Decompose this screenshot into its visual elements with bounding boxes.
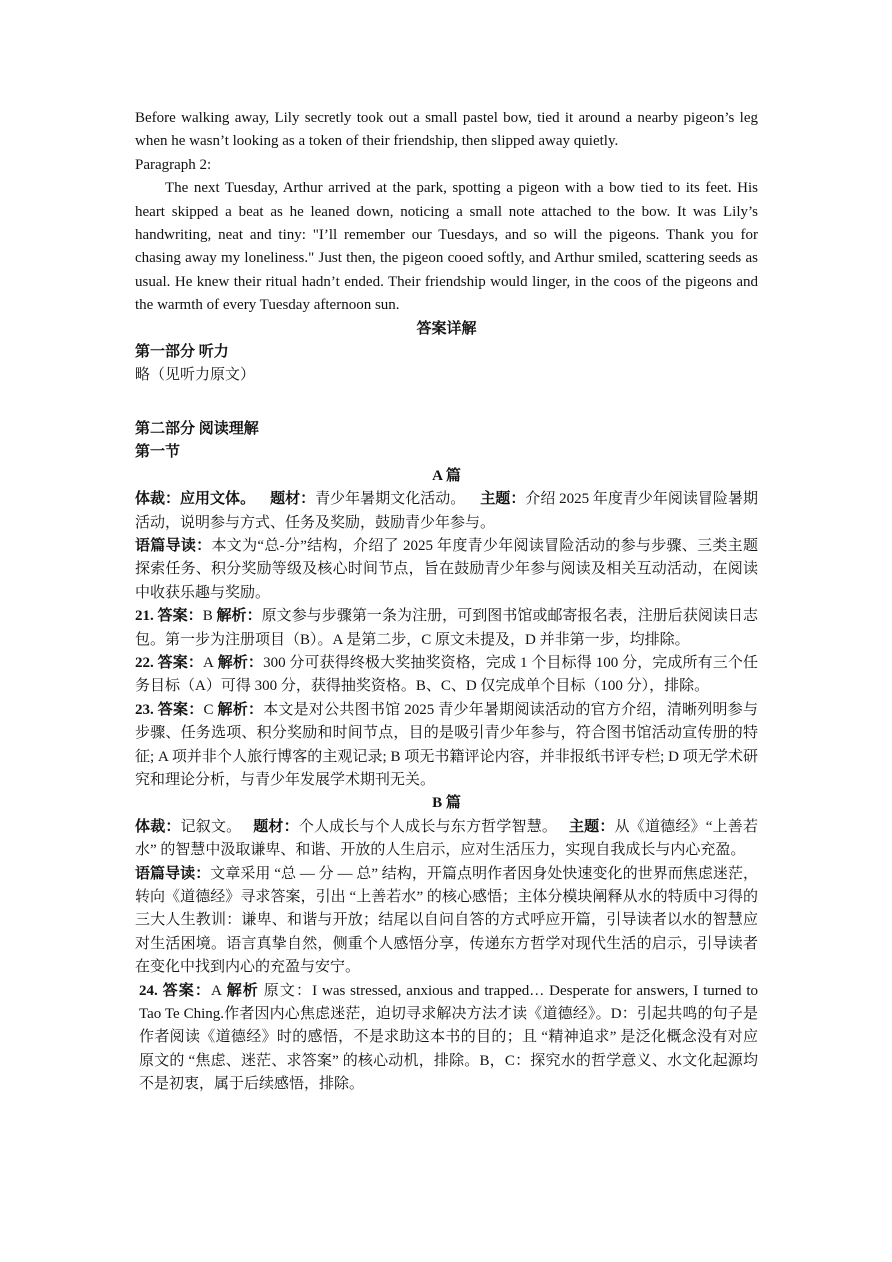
answer-value: B: [202, 608, 213, 625]
theme-label: 主题：: [480, 491, 526, 508]
analysis-text: 本文是对公共图书馆 2025 青少年暑期阅读活动的官方介绍，清晰列明参与步骤、任务选项、积分奖励和时间节点，目的是吸引青少年参与，符合图书馆活动宣传册的特征; A 项并非个人旅行博客的主观记录; B 项无书籍评论内容，并非报纸书评专栏; D 项无学术研究和理论分析，与青少年发展学术期刊无关。: [135, 701, 759, 788]
genre-value: 记叙文。: [180, 818, 242, 835]
passage-b-title: B 篇: [432, 795, 461, 812]
analysis-label: 解析: [226, 982, 259, 999]
passage-b-guide: [135, 863, 758, 980]
analysis-text: 原文：I was stressed, anxious and trapped… Desperate for answers, I turned to Tao Te Ching.作者因内心焦虑迷茫，迫切寻求解决方法才读《道德经》。D：引起共鸣的句子是作者阅读《道德经》时的感悟，不是求助这本书的目的；且 “精神追求” 是泛化概念没有对应原文的 “焦虑、迷茫、求答案” 的核心动机，排除。B，C：探究水的哲学意义、水文化起源均不是初衷，属于后续感悟，排除。: [139, 982, 758, 1093]
theme-value: 介绍 2025 年度青少年阅读冒险暑期活动，说明参与方式、任务及奖励，鼓励青少年参与。: [135, 491, 758, 531]
section1-heading: 第一节: [135, 444, 181, 461]
topic-value: 个人成长与个人成长与东方哲学智慧。: [298, 818, 558, 835]
passage-b-meta: [135, 816, 758, 863]
analysis-text: 原文参与步骤第一条为注册，可到图书馆或邮寄报名表，注册后获阅读日志包。第一步为注册项目（B）。A 是第二步，C 原文未提及，D 并非第一步，均排除。: [135, 608, 758, 648]
answers-title: 答案详解: [416, 320, 477, 337]
topic-label: 题材：: [270, 491, 316, 508]
question-number: 23.: [135, 701, 154, 718]
part1-note: 略（见听力原文）: [135, 367, 256, 384]
question-number: 24.: [139, 982, 158, 999]
story-paragraph-1-tail: Before walking away, Lily secretly took out a small pastel bow, tied it around a nearby pigeon’s leg when he wasn’t looking as a token of their friendship, then slipped away quietly.: [135, 110, 758, 150]
genre-label: 体裁：: [135, 818, 181, 835]
answer-label: 答案：: [157, 654, 203, 671]
document-page: [135, 107, 758, 1097]
answer-value: A: [202, 654, 214, 671]
analysis-label: 解析：: [217, 701, 264, 718]
guide-text: 本文为“总-分”结构，介绍了 2025 年度青少年阅读冒险活动的参与步骤、三类主题探索任务、积分奖励等级及核心时间节点，旨在鼓励青少年参与阅读及相关互动活动，在阅读中收获乐趣与奖励。: [135, 537, 758, 601]
question-number: 22.: [135, 654, 154, 671]
guide-label: 语篇导读：: [135, 865, 211, 882]
part2-heading: 第二部分 阅读理解: [135, 420, 259, 437]
theme-label: 主题：: [568, 818, 615, 835]
theme-value: 从《道德经》“上善若水” 的智慧中汲取谦卑、和谐、开放的人生启示，应对生活压力，实现自我成长与内心充盈。: [135, 818, 758, 859]
answer-value: A: [210, 982, 222, 999]
question-24: [135, 980, 758, 1097]
question-number: 21.: [135, 608, 154, 625]
spacer: [135, 388, 758, 418]
topic-value: 青少年暑期文化活动。: [315, 491, 466, 508]
analysis-label: 解析：: [217, 654, 264, 671]
analysis-text: 300 分可获得终极大奖抽奖资格，完成 1 个目标得 100 分，完成所有三个任务目标（A）可得 300 分，获得抽奖资格。B、C、D 仅完成单个目标（100 分），排除。: [135, 654, 759, 695]
question-22: [135, 652, 758, 699]
question-21: [135, 605, 758, 652]
passage-a-title: A 篇: [432, 467, 461, 484]
answer-label: 答案：: [157, 701, 204, 718]
part1-heading: 第一部分 听力: [135, 344, 229, 361]
passage-a-meta: [135, 488, 758, 535]
story-paragraph-2: The next Tuesday, Arthur arrived at the park, spotting a pigeon with a bow tied to its feet. His heart skipped a beat as he leaned down, noticing a small note attached to the bow. It was Lily’s handwriting, neat and tiny: "I’ll remember our Tuesdays, and so will the pigeons. Thank you for chasing away my loneliness." Just then, the pigeon cooed softly, and Arthur smiled, scattering seeds as usual. He knew their ritual hadn’t ended. Their friendship would linger, in the coos of the pigeons and the warmth of every Tuesday afternoon sun.: [135, 180, 758, 314]
answer-label: 答案：: [162, 982, 211, 999]
guide-text: 文章采用 “总 — 分 — 总” 结构，开篇点明作者因身处快速变化的世界而焦虑迷茫，转向《道德经》寻求答案，引出 “上善若水” 的核心感悟；主体分模块阐释从水的特质中习得的三大人生教训：谦卑、和谐与开放；结尾以自问自答的方式呼应开篇，引导读者以水的智慧应对生活困境。语言真挚自然，侧重个人感悟分享，传递东方哲学对现代生活的启示，引导读者在变化中找到内心的充盈与安宁。: [135, 865, 758, 976]
guide-label: 语篇导读：: [135, 537, 212, 554]
topic-label: 题材：: [253, 818, 299, 835]
answer-value: C: [203, 701, 214, 718]
paragraph-2-label: Paragraph 2:: [135, 156, 212, 173]
passage-a-guide: [135, 535, 758, 605]
genre-value: 应用文体。: [180, 491, 256, 508]
answer-label: 答案：: [157, 608, 203, 625]
question-23: [135, 699, 758, 793]
genre-label: 体裁：: [135, 491, 181, 508]
analysis-label: 解析：: [216, 608, 262, 625]
